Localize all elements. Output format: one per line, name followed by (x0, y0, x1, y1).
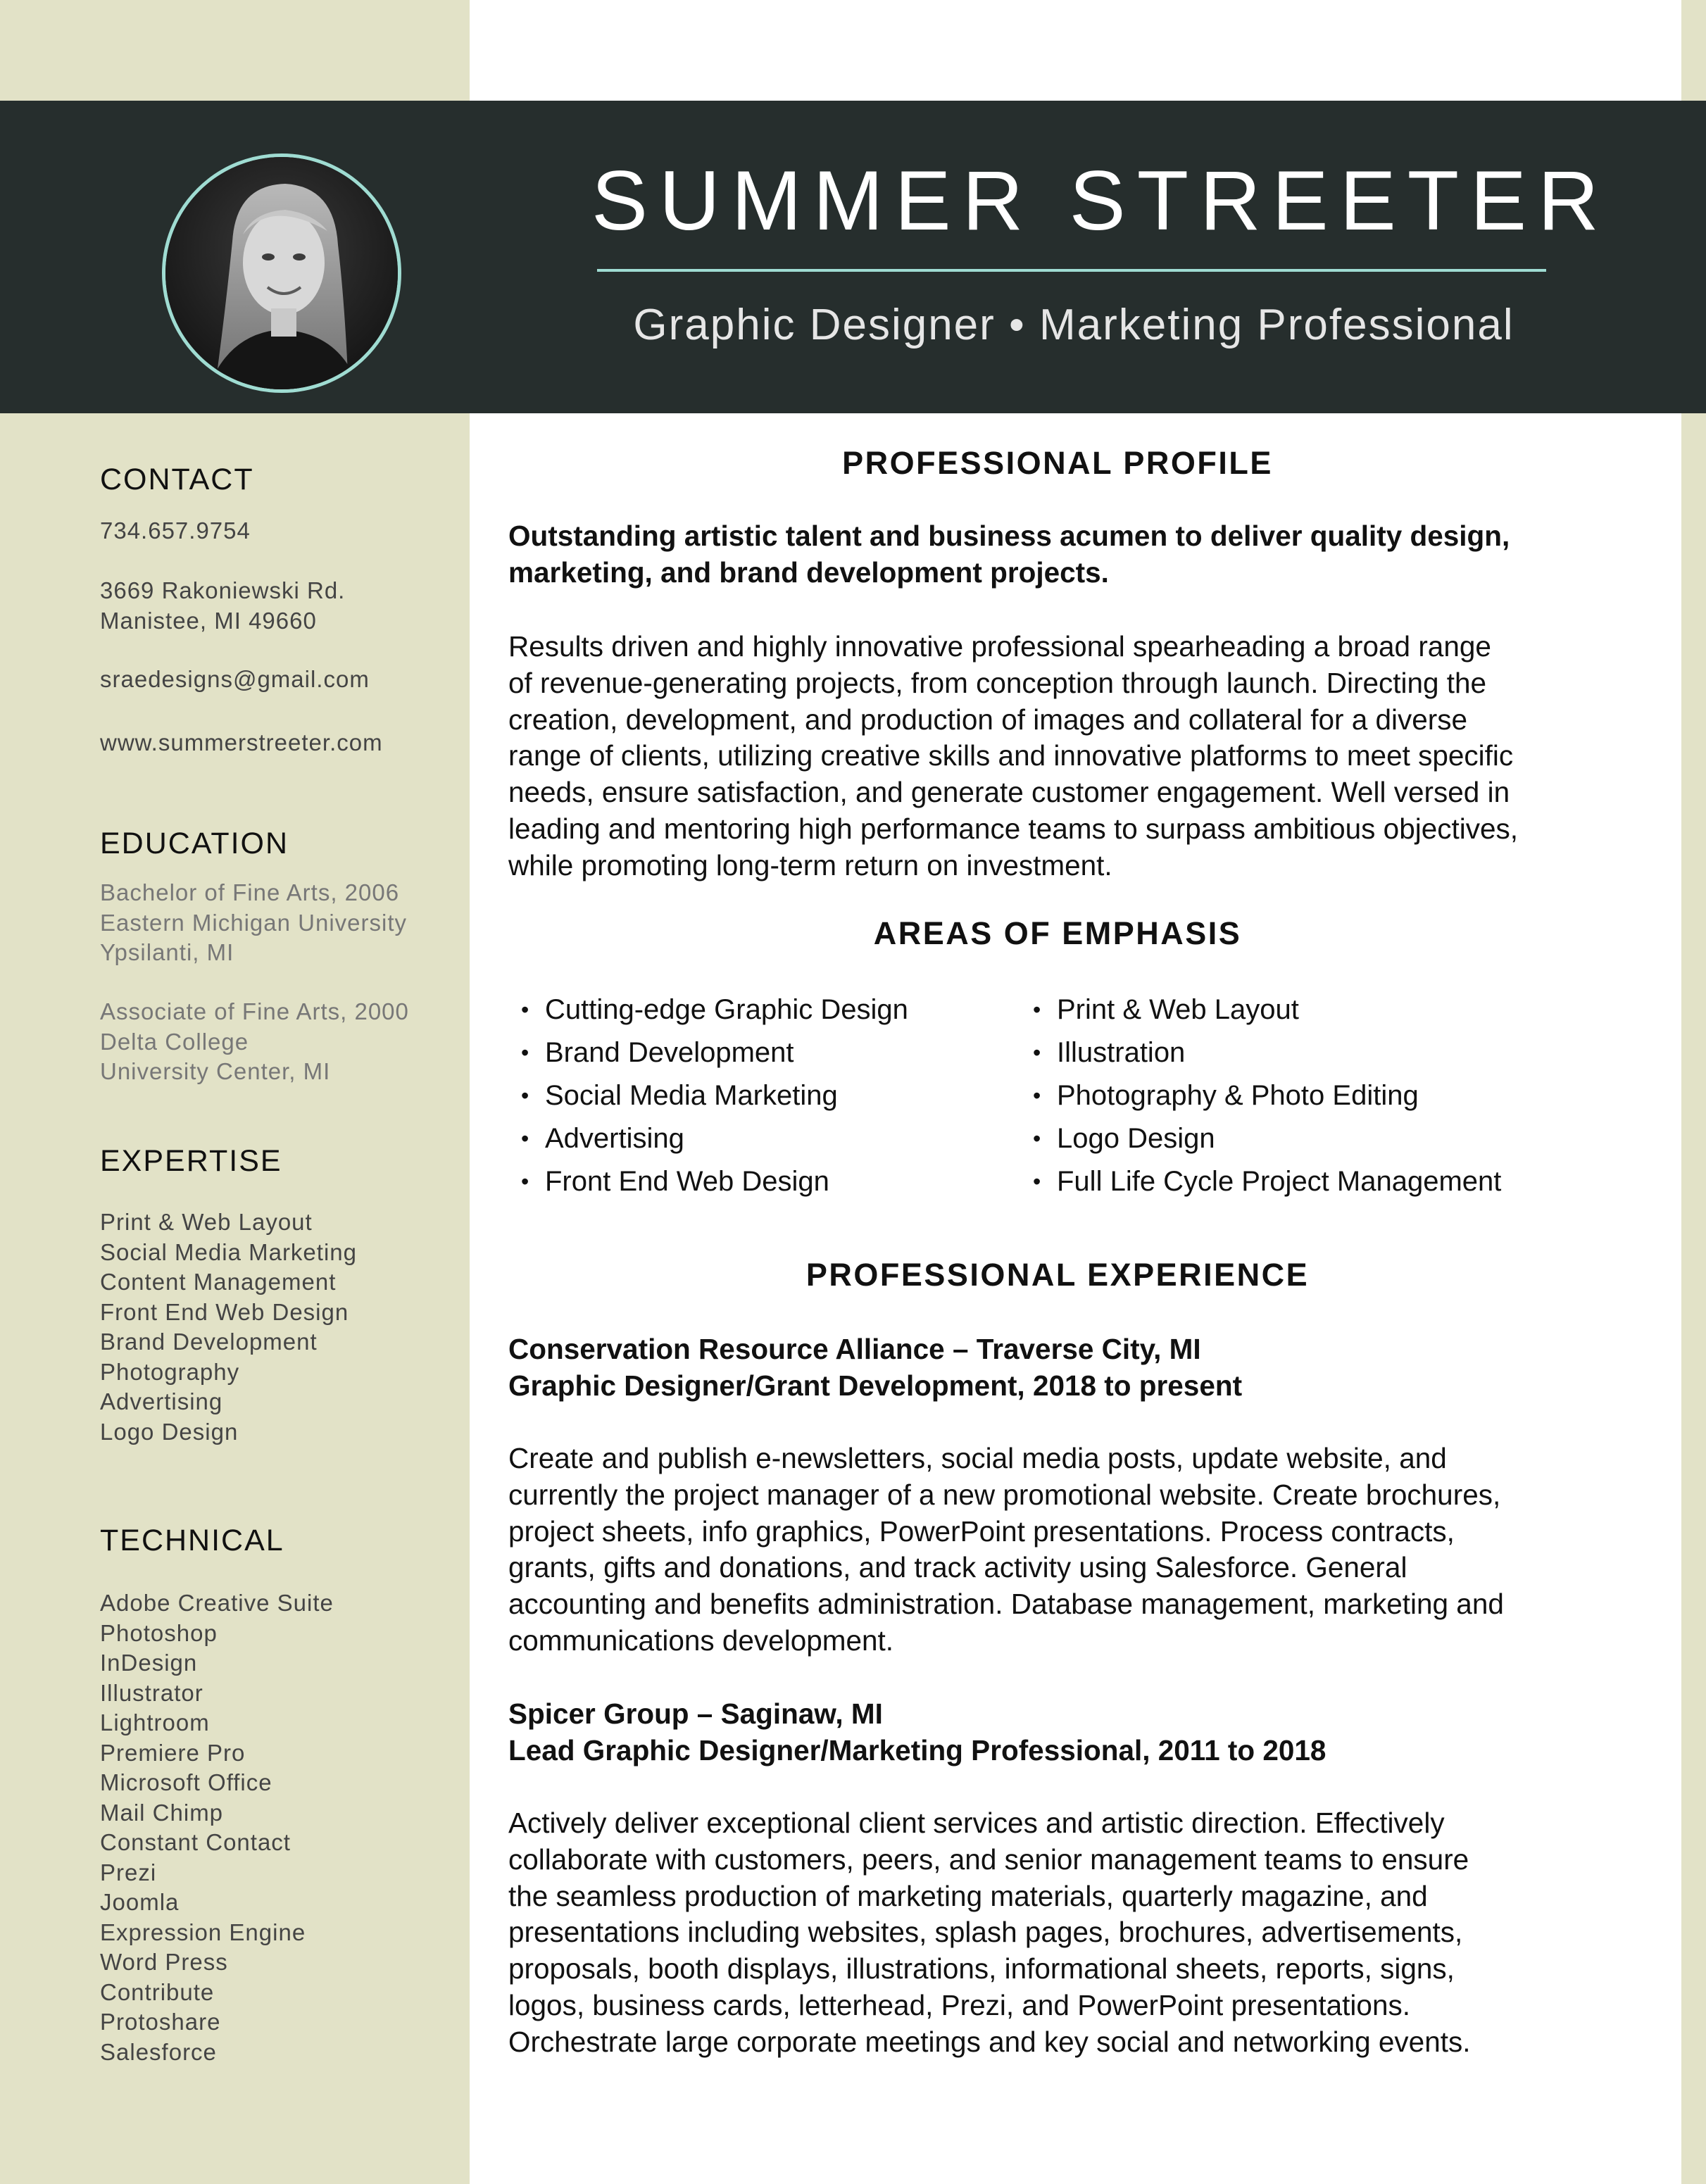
job-description-line: project sheets, info graphics, PowerPoint presentations. Process contracts, (508, 1514, 1455, 1548)
emphasis-item (1033, 1117, 1501, 1160)
name-underline (597, 269, 1546, 272)
profile-body-line: creation, development, and production of images and collateral for a diverse (508, 703, 1468, 736)
emphasis-item-label: Advertising (545, 1123, 684, 1154)
education-heading: EDUCATION (100, 827, 289, 860)
education-degree: Associate of Fine Arts, 2000 (100, 998, 409, 1024)
bullet-icon: • (1033, 1169, 1041, 1194)
contact-address (100, 576, 452, 636)
technical-item: Mail Chimp (100, 1799, 224, 1826)
emphasis-item-label: Front End Web Design (545, 1166, 829, 1197)
profile-lead-line: Outstanding artistic talent and business acumen to deliver quality design, (508, 520, 1510, 552)
expertise-item: Logo Design (100, 1418, 239, 1445)
emphasis-item (521, 1117, 908, 1160)
job-description-line: grants, gifts and donations, and track activity using Salesforce. General (508, 1551, 1407, 1584)
job-description-line: Actively deliver exceptional client services and artistic direction. Effectively (508, 1807, 1445, 1839)
contact-email[interactable]: sraedesigns@gmail.com (100, 666, 370, 692)
education-location: University Center, MI (100, 1058, 331, 1084)
expertise-item: Front End Web Design (100, 1298, 349, 1325)
job-role: Lead Graphic Designer/Marketing Professional, 2011 to 2018 (508, 1733, 1326, 1766)
education-entry (100, 878, 452, 968)
education-school: Delta College (100, 1028, 249, 1055)
technical-item: Premiere Pro (100, 1739, 246, 1766)
profile-body-line: of revenue-generating projects, from conception through launch. Directing the (508, 666, 1487, 699)
job-description-line: presentations including websites, splash pages, brochures, advertisements, (508, 1916, 1463, 1949)
contact-email-wrap (100, 665, 452, 695)
emphasis-item (1033, 1160, 1501, 1203)
emphasis-item (1033, 989, 1501, 1031)
education-degree: Bachelor of Fine Arts, 2006 (100, 879, 400, 905)
technical-item: Salesforce (100, 2038, 217, 2065)
bullet-icon: • (521, 1126, 529, 1151)
bullet-icon: • (1033, 1126, 1041, 1151)
address-line-1: 3669 Rakoniewski Rd. (100, 577, 346, 603)
emphasis-list-left (521, 989, 908, 1203)
profile-body-line: needs, ensure satisfaction, and generate customer engagement. Well versed in (508, 776, 1510, 809)
profile-body-line: Results driven and highly innovative professional spearheading a broad range (508, 630, 1491, 663)
bullet-icon: • (1033, 1040, 1041, 1065)
job-organization: Conservation Resource Alliance – Traverse City, MI (508, 1333, 1201, 1365)
technical-section (100, 1522, 452, 1559)
education-section (100, 825, 452, 862)
job-description-line: communications development. (508, 1624, 894, 1657)
contact-phone: 734.657.9754 (100, 517, 251, 544)
emphasis-item (521, 989, 908, 1031)
contact-website-wrap (100, 728, 452, 758)
profile-lead (508, 518, 1596, 591)
emphasis-item (521, 1160, 908, 1203)
emphasis-item-label: Photography & Photo Editing (1057, 1080, 1419, 1111)
job-description (508, 1805, 1596, 2061)
profile-body-line: while promoting long-term return on investment. (508, 848, 1112, 881)
candidate-name: SUMMER STREETER (591, 153, 1610, 248)
expertise-heading: EXPERTISE (100, 1144, 282, 1178)
contact-website[interactable]: www.summerstreeter.com (100, 729, 383, 755)
contact-details (100, 516, 452, 546)
technical-item: Adobe Creative Suite (100, 1590, 334, 1616)
profile-body (508, 629, 1596, 884)
technical-item: Expression Engine (100, 1919, 306, 1945)
job-role: Graphic Designer/Grant Development, 2018 to present (508, 1369, 1243, 1402)
emphasis-item (521, 1031, 908, 1074)
job-header (508, 1696, 1596, 1769)
emphasis-item (521, 1074, 908, 1117)
experience-heading: PROFESSIONAL EXPERIENCE (805, 1257, 1310, 1293)
bullet-icon: • (521, 1040, 529, 1065)
technical-item: Microsoft Office (100, 1769, 272, 1795)
contact-section (100, 461, 452, 498)
emphasis-heading: AREAS OF EMPHASIS (873, 915, 1242, 951)
technical-item: Joomla (100, 1889, 180, 1915)
technical-item: Lightroom (100, 1709, 210, 1736)
education-entry (100, 997, 452, 1087)
bullet-icon: • (1033, 997, 1041, 1022)
technical-item: Prezi (100, 1859, 157, 1885)
portrait-image (165, 157, 398, 389)
job-description-line: currently the project manager of a new promotional website. Create brochures, (508, 1478, 1501, 1511)
bullet-icon: • (521, 1169, 529, 1194)
job-description-line: proposals, booth displays, illustrations, informational sheets, reports, signs, (508, 1952, 1455, 1985)
technical-item: Photoshop (100, 1619, 218, 1646)
bullet-icon: • (1033, 1083, 1041, 1108)
profile-body-line: range of clients, utilizing creative skills and innovative platforms to meet specific (508, 739, 1514, 772)
contact-heading: CONTACT (100, 463, 254, 496)
technical-heading: TECHNICAL (100, 1524, 284, 1557)
profile-heading: PROFESSIONAL PROFILE (842, 445, 1273, 481)
technical-item: Contribute (100, 1978, 215, 2005)
expertise-item: Print & Web Layout (100, 1209, 313, 1235)
expertise-section (100, 1143, 452, 1179)
candidate-subtitle: Graphic Designer • Marketing Professional (633, 301, 1514, 349)
job-description-line: logos, business cards, letterhead, Prezi, and PowerPoint presentations. (508, 1988, 1410, 2021)
emphasis-list-right (1033, 989, 1501, 1203)
technical-item: Illustrator (100, 1679, 203, 1706)
emphasis-item-label: Cutting-edge Graphic Design (545, 994, 908, 1025)
job-description-line: the seamless production of marketing materials, quarterly magazine, and (508, 1879, 1428, 1912)
expertise-item: Social Media Marketing (100, 1238, 357, 1265)
emphasis-item-label: Logo Design (1057, 1123, 1215, 1154)
expertise-item: Advertising (100, 1388, 223, 1414)
technical-list (100, 1588, 452, 2067)
job-description-line: Orchestrate large corporate meetings and key social and networking events. (508, 2025, 1471, 2058)
emphasis-item-label: Full Life Cycle Project Management (1057, 1166, 1502, 1197)
technical-item: Word Press (100, 1949, 228, 1975)
expertise-list (100, 1207, 452, 1447)
education-location: Ypsilanti, MI (100, 939, 234, 965)
job-description-line: accounting and benefits administration. Database management, marketing and (508, 1588, 1504, 1621)
education-school: Eastern Michigan University (100, 909, 407, 936)
profile-photo (162, 153, 401, 393)
job-description-line: Create and publish e-newsletters, social media posts, update website, and (508, 1442, 1447, 1474)
emphasis-item (1033, 1031, 1501, 1074)
job-organization: Spicer Group – Saginaw, MI (508, 1697, 883, 1730)
technical-item: Constant Contact (100, 1829, 291, 1855)
emphasis-item-label: Illustration (1057, 1037, 1186, 1068)
profile-lead-line: marketing, and brand development projects. (508, 556, 1109, 589)
emphasis-item-label: Print & Web Layout (1057, 994, 1299, 1025)
emphasis-item-label: Brand Development (545, 1037, 794, 1068)
emphasis-item (1033, 1074, 1501, 1117)
expertise-item: Photography (100, 1358, 240, 1385)
job-description (508, 1441, 1596, 1659)
technical-item: Protoshare (100, 2009, 221, 2035)
job-description-line: collaborate with customers, peers, and senior management teams to ensure (508, 1843, 1469, 1876)
emphasis-item-label: Social Media Marketing (545, 1080, 838, 1111)
profile-body-line: leading and mentoring high performance teams to surpass ambitious objectives, (508, 812, 1519, 845)
technical-item: InDesign (100, 1650, 198, 1676)
job-header (508, 1331, 1596, 1405)
expertise-item: Content Management (100, 1269, 337, 1295)
bullet-icon: • (521, 1083, 529, 1108)
bullet-icon: • (521, 997, 529, 1022)
address-line-2: Manistee, MI 49660 (100, 607, 317, 634)
expertise-item: Brand Development (100, 1329, 318, 1355)
